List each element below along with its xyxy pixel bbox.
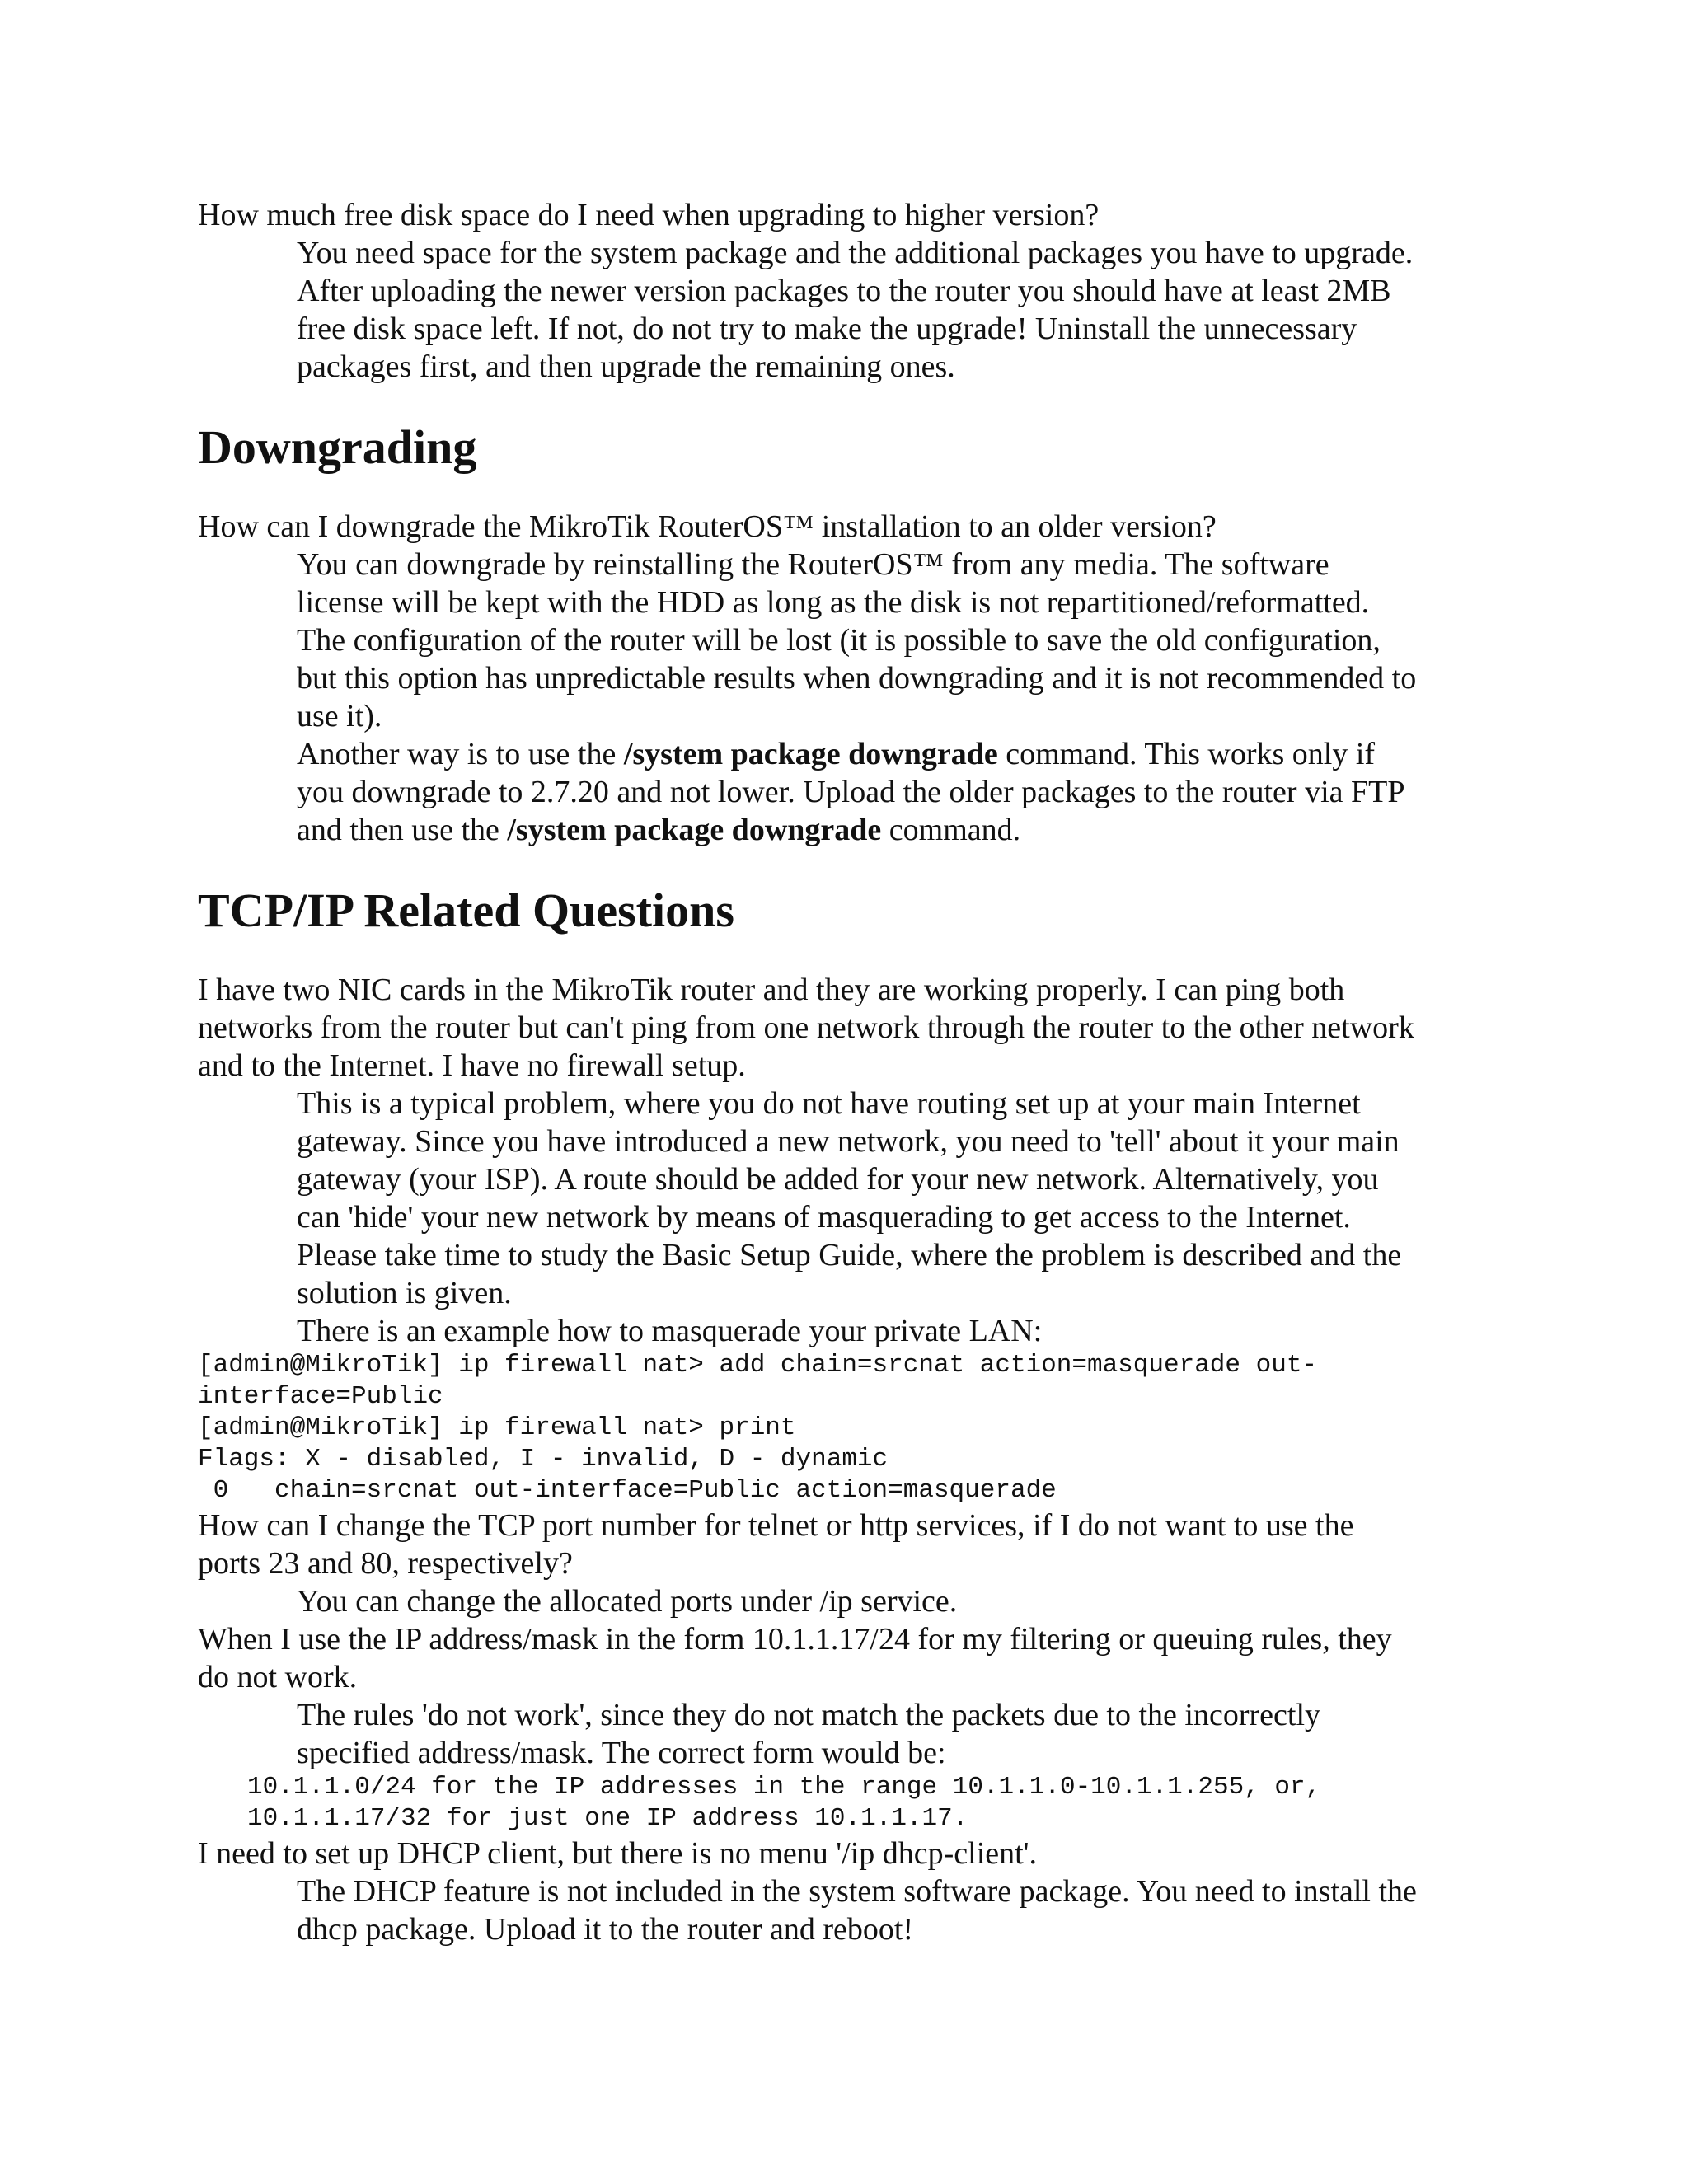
answer-line: You can downgrade by reinstalling the RouterOS™ from any media. The software xyxy=(297,547,1329,582)
question-disk-space: How much free disk space do I need when upgrading to higher version? xyxy=(198,198,1100,232)
code-line: Flags: X - disabled, I - invalid, D - dynamic xyxy=(198,1445,889,1474)
answer-line: This is a typical problem, where you do not have routing set up at your main Internet xyxy=(297,1086,1361,1121)
answer-line: but this option has unpredictable results when downgrading and it is not recommended to xyxy=(297,661,1417,696)
question-line: I have two NIC cards in the MikroTik router and they are working properly. I can ping both xyxy=(198,972,1345,1007)
answer-line: You need space for the system package and the additional packages you have to upgrade. xyxy=(297,236,1414,270)
code-line: [admin@MikroTik] ip firewall nat> add chain=srcnat action=masquerade out- xyxy=(198,1351,1318,1380)
answer-line xyxy=(297,735,1482,773)
answer-mask xyxy=(198,1696,1482,1772)
question-mask xyxy=(198,1620,1482,1696)
command-downgrade: /system package downgrade xyxy=(507,813,882,847)
answer-disk-space xyxy=(198,234,1482,386)
text: command. xyxy=(881,813,1021,847)
answer-line: gateway. Since you have introduced a new network, you need to 'tell' about it your main xyxy=(297,1124,1400,1159)
answer-line: free disk space left. If not, do not try to make the upgrade! Uninstall the unnecessary xyxy=(297,312,1357,346)
command-downgrade: /system package downgrade xyxy=(623,737,998,771)
answer-downgrade xyxy=(198,546,1482,849)
answer-line: Please take time to study the Basic Setup Guide, where the problem is described and the xyxy=(297,1238,1402,1272)
question-line: How can I change the TCP port number for telnet or http services, if I do not want to use the xyxy=(198,1508,1354,1543)
text: and then use the xyxy=(297,813,508,847)
code-line: [admin@MikroTik] ip firewall nat> print xyxy=(198,1413,796,1442)
answer-line: can 'hide' your new network by means of masquerading to get access to the Internet. xyxy=(297,1200,1351,1235)
text: command. This works only if xyxy=(997,737,1376,771)
heading-downgrading: Downgrading xyxy=(198,420,477,474)
answer-line: The rules 'do not work', since they do not match the packets due to the incorrectly xyxy=(297,1698,1320,1732)
code-line: 10.1.1.17/32 for just one IP address 10.1.1.17. xyxy=(247,1804,968,1833)
text: Another way is to use the xyxy=(297,737,624,771)
answer-line: you downgrade to 2.7.20 and not lower. Upload the older packages to the router via FTP xyxy=(297,775,1405,809)
answer-line: After uploading the newer version packages to the router you should have at least 2MB xyxy=(297,274,1391,308)
code-line: 0 chain=srcnat out-interface=Public action=masquerade xyxy=(198,1476,1057,1505)
answer-nic xyxy=(198,1085,1482,1350)
answer-line: There is an example how to masquerade your private LAN: xyxy=(297,1314,1043,1348)
heading-tcpip: TCP/IP Related Questions xyxy=(198,883,734,937)
answer-dhcp xyxy=(198,1872,1482,1948)
question-line: When I use the IP address/mask in the form 10.1.1.17/24 for my filtering or queuing rules, they xyxy=(198,1622,1392,1657)
code-line: 10.1.1.0/24 for the IP addresses in the range 10.1.1.0-10.1.1.255, or, xyxy=(247,1773,1321,1802)
answer-line: packages first, and then upgrade the remaining ones. xyxy=(297,349,955,384)
question-line: do not work. xyxy=(198,1660,358,1694)
question-ports xyxy=(198,1507,1482,1582)
answer-line xyxy=(297,811,1482,849)
answer-line: The DHCP feature is not included in the system software package. You need to install the xyxy=(297,1874,1417,1909)
answer-line: dhcp package. Upload it to the router and reboot! xyxy=(297,1912,914,1947)
answer-line: use it). xyxy=(297,699,382,733)
answer-ports: You can change the allocated ports under /ip service. xyxy=(297,1584,958,1619)
question-nic xyxy=(198,971,1482,1085)
question-line: and to the Internet. I have no firewall setup. xyxy=(198,1048,746,1083)
question-line: networks from the router but can't ping from one network through the router to the other network xyxy=(198,1010,1414,1045)
code-block-mask xyxy=(198,1772,1482,1835)
question-line: ports 23 and 80, respectively? xyxy=(198,1546,573,1581)
answer-line: solution is given. xyxy=(297,1276,512,1310)
answer-line: license will be kept with the HDD as long as the disk is not repartitioned/reformatted. xyxy=(297,585,1370,620)
code-block-masquerade xyxy=(198,1350,1482,1507)
question-downgrade: How can I downgrade the MikroTik RouterOS™ installation to an older version? xyxy=(198,509,1217,544)
answer-line: specified address/mask. The correct form would be: xyxy=(297,1736,946,1770)
question-dhcp: I need to set up DHCP client, but there is no menu '/ip dhcp-client'. xyxy=(198,1836,1038,1871)
answer-line: gateway (your ISP). A route should be added for your new network. Alternatively, you xyxy=(297,1162,1379,1197)
code-line: interface=Public xyxy=(198,1382,443,1411)
answer-line: The configuration of the router will be lost (it is possible to save the old configuration, xyxy=(297,623,1381,658)
